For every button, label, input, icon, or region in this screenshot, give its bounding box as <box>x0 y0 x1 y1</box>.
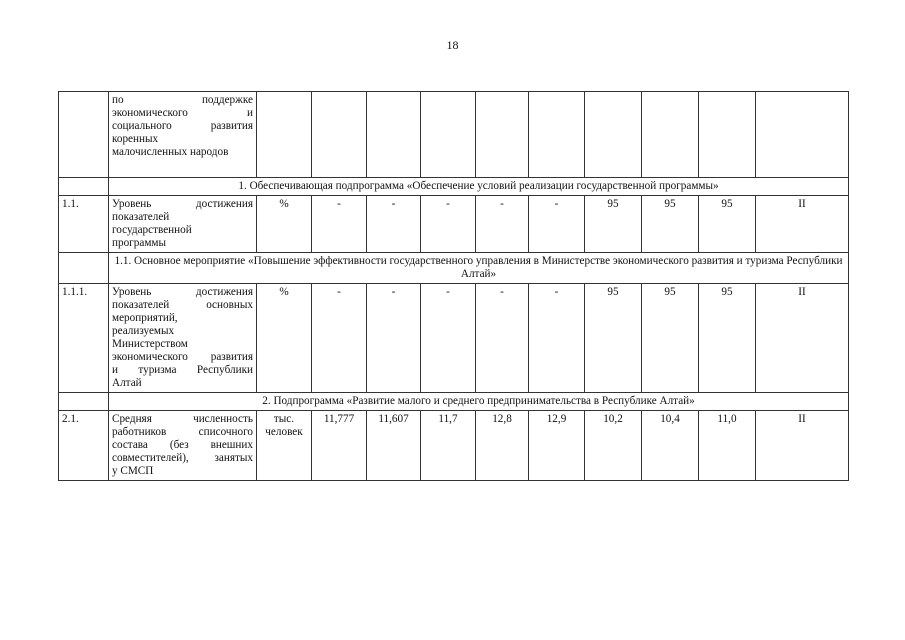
table-row <box>59 196 849 253</box>
value-cell: 11,607 <box>367 411 421 481</box>
section-row <box>59 253 849 284</box>
value-cell: 95 <box>642 196 699 253</box>
page-number: 18 <box>446 38 459 52</box>
indicator-name-line: работников списочного <box>112 426 253 438</box>
value-cell: - <box>421 196 476 253</box>
section-title: 2. Подпрограмма «Развитие малого и среднего предпринимательства в Республике Алтай» <box>109 393 849 411</box>
value-cell: 12,9 <box>529 411 585 481</box>
indicator-name-line: государственной <box>112 224 192 236</box>
value-cell: 11,777 <box>312 411 367 481</box>
row-number: 1.1. <box>59 196 109 253</box>
value-cell: - <box>529 196 585 253</box>
row-number: 1.1.1. <box>59 284 109 393</box>
value-cell: 12,8 <box>476 411 529 481</box>
indicator-name-line: коренных <box>112 133 159 145</box>
indicator-name-line: совместителей), занятых <box>112 452 253 464</box>
value-cell: 11,0 <box>699 411 756 481</box>
indicator-name-line: мероприятий, <box>112 312 178 324</box>
value-cell <box>699 92 756 178</box>
value-cell: 95 <box>699 196 756 253</box>
indicator-name-line: экономического развития <box>112 351 253 363</box>
indicator-name-line: Алтай <box>112 377 142 389</box>
value-cell: - <box>529 284 585 393</box>
indicator-name-line: состава (без внешних <box>112 439 253 451</box>
indicator-name-line: Уровень достижения <box>112 198 253 210</box>
section-title: 1. Обеспечивающая подпрограмма «Обеспечение условий реализации государственной программы» <box>109 178 849 196</box>
indicator-name-line: программы <box>112 237 166 249</box>
section-row <box>59 178 849 196</box>
value-cell: 95 <box>585 284 642 393</box>
section-title: 1.1. Основное мероприятие «Повышение эффективности государственного управления в Министерстве экономического развития и туризма Республики Алтай» <box>109 253 849 284</box>
indicator-name <box>109 411 257 481</box>
value-cell <box>367 92 421 178</box>
indicator-name-line: Средняя численность <box>112 413 253 425</box>
unit-cell <box>257 92 312 178</box>
indicator-name <box>109 92 257 178</box>
value-cell: - <box>312 196 367 253</box>
value-cell: 95 <box>699 284 756 393</box>
section-num-cell <box>59 393 109 411</box>
unit-cell: % <box>257 196 312 253</box>
table-row <box>59 284 849 393</box>
indicator-name-line: по поддержке <box>112 94 253 106</box>
value-cell <box>421 92 476 178</box>
section-row <box>59 393 849 411</box>
row-number <box>59 92 109 178</box>
value-cell <box>642 92 699 178</box>
value-cell: II <box>756 284 849 393</box>
indicator-name-line: Уровень достижения <box>112 286 253 298</box>
value-cell: 10,2 <box>585 411 642 481</box>
value-cell <box>585 92 642 178</box>
indicator-name-line: экономического и <box>112 107 253 119</box>
unit-cell: % <box>257 284 312 393</box>
indicators-table <box>58 91 849 481</box>
value-cell: 95 <box>642 284 699 393</box>
unit-cell: тыс. человек <box>257 411 312 481</box>
indicator-name-line: малочисленных народов <box>112 146 229 158</box>
section-num-cell <box>59 178 109 196</box>
value-cell <box>476 92 529 178</box>
section-num-cell <box>59 253 109 284</box>
indicator-name-line: показателей <box>112 211 170 223</box>
value-cell: - <box>476 196 529 253</box>
value-cell: 10,4 <box>642 411 699 481</box>
value-cell: II <box>756 196 849 253</box>
row-number: 2.1. <box>59 411 109 481</box>
indicator-name-line: реализуемых <box>112 325 175 337</box>
value-cell: - <box>312 284 367 393</box>
indicator-name-line: и туризма Республики <box>112 364 253 376</box>
value-cell <box>312 92 367 178</box>
value-cell: - <box>421 284 476 393</box>
value-cell: II <box>756 411 849 481</box>
indicator-name-line: у СМСП <box>112 465 154 477</box>
indicator-name <box>109 284 257 393</box>
indicator-name-line: социального развития <box>112 120 253 132</box>
value-cell: - <box>476 284 529 393</box>
value-cell <box>756 92 849 178</box>
value-cell <box>529 92 585 178</box>
indicator-name-line: Министерством <box>112 338 188 350</box>
indicator-name-line: показателей основных <box>112 299 253 311</box>
value-cell: - <box>367 196 421 253</box>
indicator-name <box>109 196 257 253</box>
table-row <box>59 92 849 178</box>
table-row <box>59 411 849 481</box>
value-cell: - <box>367 284 421 393</box>
value-cell: 11,7 <box>421 411 476 481</box>
value-cell: 95 <box>585 196 642 253</box>
